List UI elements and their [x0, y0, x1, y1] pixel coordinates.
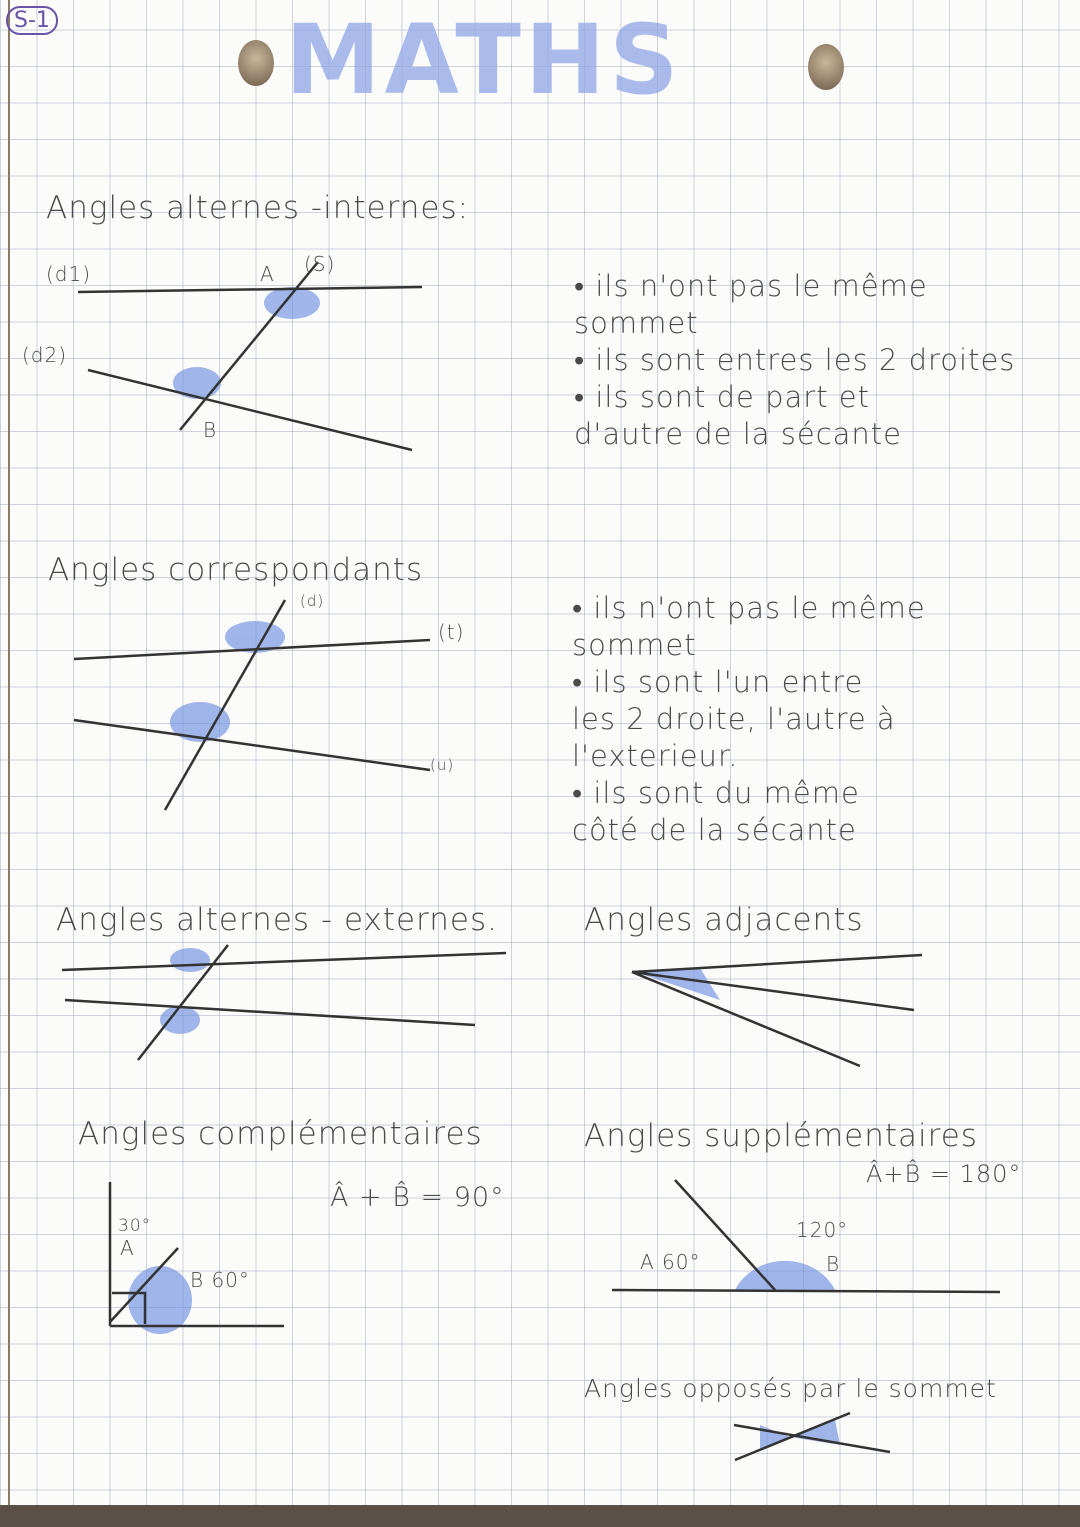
label-b: B — [203, 418, 218, 442]
page-tag: S-1 — [6, 6, 58, 35]
label-b-degrees: 120° — [796, 1218, 849, 1242]
label-d2: (d2) — [22, 343, 68, 367]
label-a: A 60° — [640, 1250, 701, 1274]
line-d2 — [88, 370, 412, 450]
notes-alternes-internes — [574, 268, 1015, 453]
label-t: (t) — [438, 620, 465, 644]
angle-highlight — [173, 367, 221, 399]
secant-s — [180, 262, 318, 430]
note-line: • ils n'ont pas le même — [574, 269, 928, 303]
heading-adjacents: Angles adjacents — [584, 902, 864, 938]
angle-highlight — [760, 1425, 790, 1450]
label-d1: (d1) — [46, 262, 92, 286]
label-b: B 60° — [190, 1268, 250, 1292]
heading-complementaires: Angles complémentaires — [78, 1116, 483, 1152]
label-a-degrees: 30° — [118, 1216, 152, 1236]
label-d: (d) — [300, 592, 325, 610]
page-title: MATHS — [285, 4, 683, 116]
note-line: d'autre de la sécante — [574, 417, 903, 451]
note-line: • ils sont de part et — [574, 380, 871, 414]
note-line: • ils sont du même — [572, 776, 860, 810]
notes-correspondants — [572, 590, 926, 849]
angle-highlight — [160, 1006, 200, 1034]
angle-highlight — [735, 1261, 835, 1290]
angle-highlight — [170, 948, 210, 972]
heading-correspondants: Angles correspondants — [48, 552, 424, 588]
heading-alternes-internes: Angles alternes -internes: — [46, 190, 470, 226]
formula-complementaires: Â + B̂ = 90° — [330, 1182, 505, 1213]
angle-highlight — [635, 968, 720, 1000]
note-line: sommet — [574, 306, 699, 340]
line-d1 — [78, 287, 422, 292]
note-line: l'exterieur. — [572, 739, 739, 773]
formula-supplementaires: Â+B̂ = 180° — [866, 1160, 1022, 1188]
label-u: (u) — [430, 756, 455, 774]
note-line: • ils sont l'un entre — [572, 665, 864, 699]
note-line: les 2 droite, l'autre à — [572, 702, 896, 736]
note-line: sommet — [572, 628, 697, 662]
note-line: • ils n'ont pas le même — [572, 591, 926, 625]
heading-supplementaires: Angles supplémentaires — [584, 1118, 978, 1154]
page-edge — [0, 1505, 1080, 1527]
label-b: B — [826, 1252, 841, 1276]
angle-highlight — [128, 1266, 192, 1334]
label-s: (S) — [304, 252, 336, 276]
note-line: côté de la sécante — [572, 813, 857, 847]
label-a: A — [120, 1236, 135, 1260]
heading-opposes: Angles opposés par le sommet — [584, 1374, 997, 1403]
label-a: A — [260, 262, 275, 286]
heading-alternes-externes: Angles alternes - externes. — [56, 902, 498, 938]
note-line: • ils sont entres les 2 droites — [574, 343, 1016, 377]
